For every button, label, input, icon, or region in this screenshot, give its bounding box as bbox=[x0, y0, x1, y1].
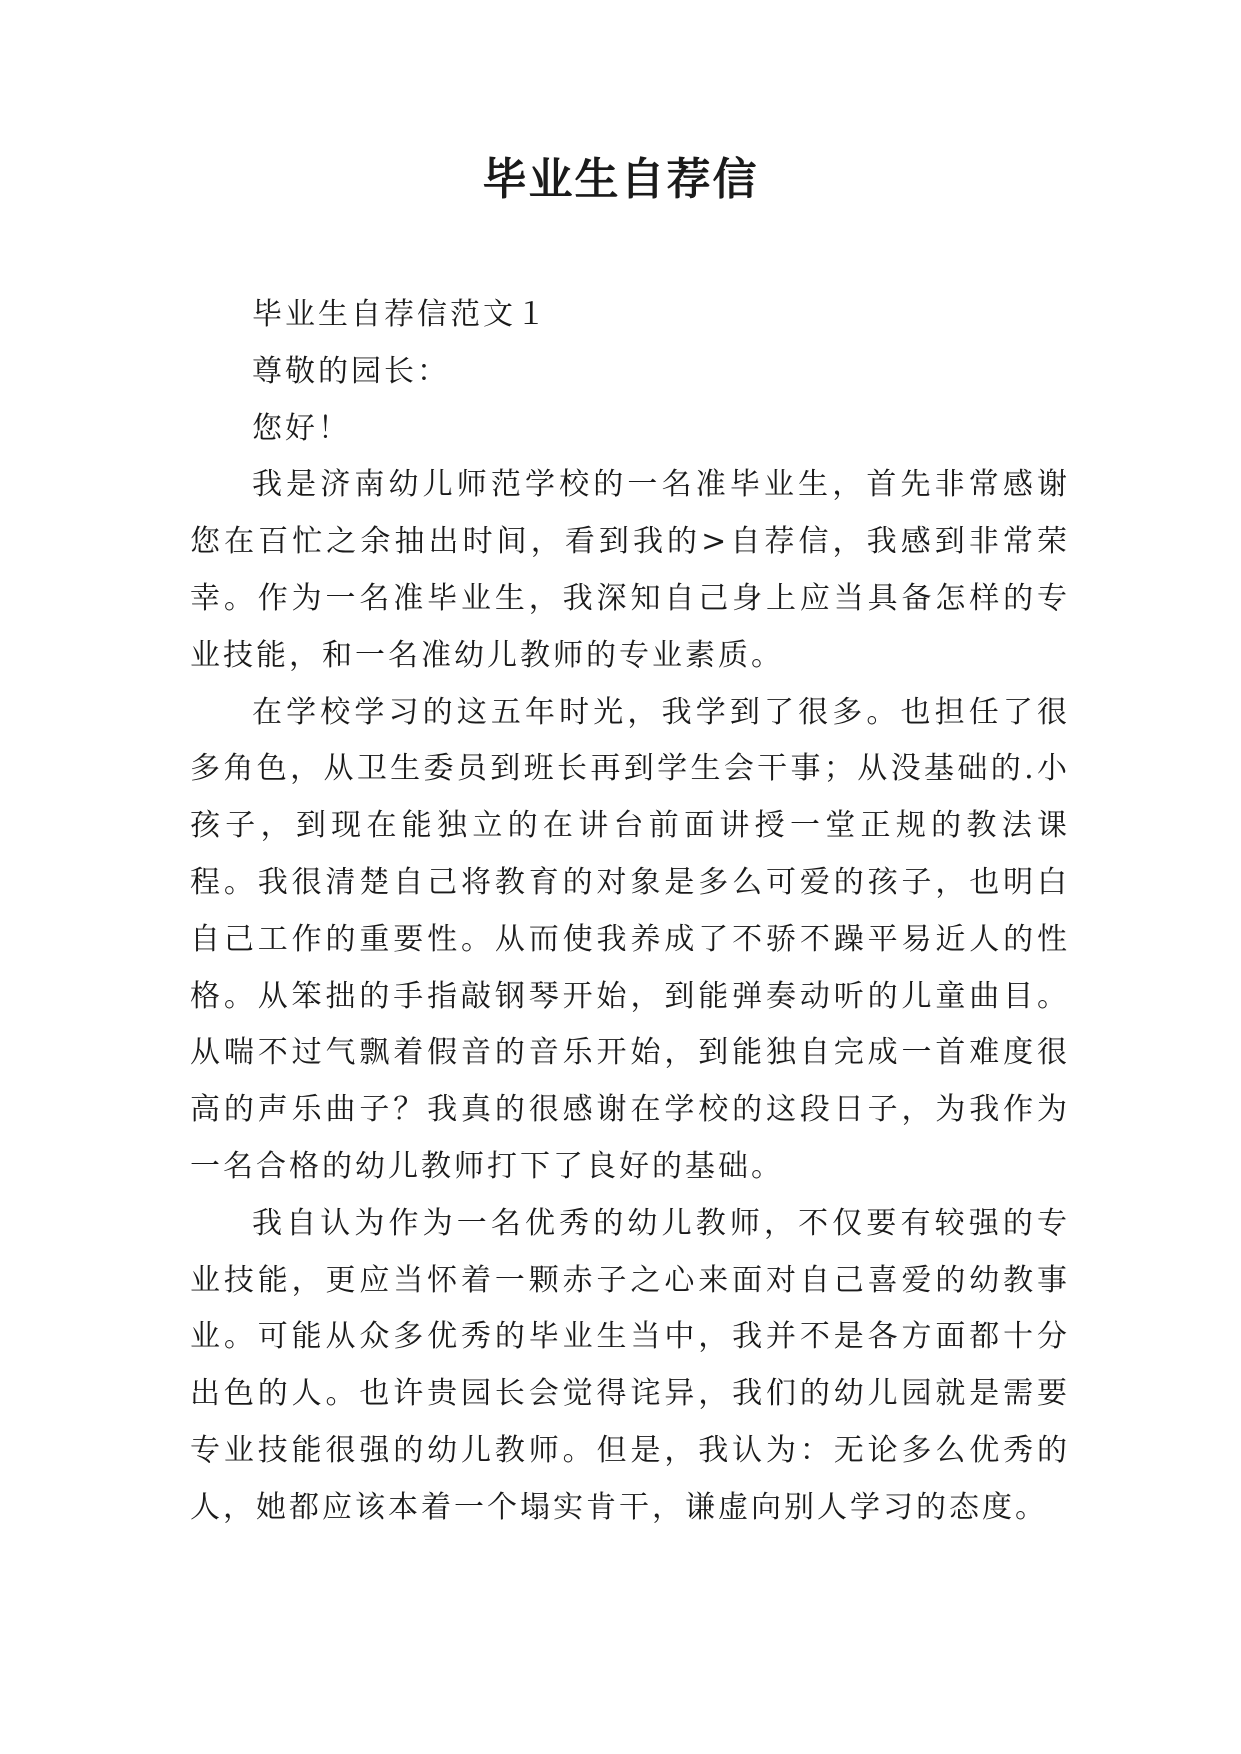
paragraph-heading: 毕业生自荐信范文１ bbox=[252, 297, 549, 332]
paragraph-self-assessment: 我自认为作为一名优秀的幼儿教师，不仅要有较强的专业技能，更应当怀着一颗赤子之心来面对自己喜爱的幼教事业。可能从众多优秀的毕业生当中，我并不是各方面都十分出色的人。也许贵园长会觉得诧异，我们的幼儿园就是需要专业技能很强的幼儿教师。但是，我认为：无论多么优秀的人，她都应该本着一个塌实肯干，谦虚向别人学习的态度。 bbox=[190, 1205, 1070, 1525]
paragraph-introduction: 我是济南幼儿师范学校的一名准毕业生，首先非常感谢您在百忙之余抽出时间，看到我的>自荐信，我感到非常荣幸。作为一名准毕业生，我深知自己身上应当具备怎样的专业技能，和一名准幼儿教师的专业素质。 bbox=[190, 467, 1070, 673]
document-title: 毕业生自荐信 bbox=[482, 154, 759, 205]
paragraph-school-experience: 在学校学习的这五年时光，我学到了很多。也担任了很多角色，从卫生委员到班长再到学生会干事；从没基础的.小孩子，到现在能独立的在讲台前面讲授一堂正规的教法课程。我很清楚自己将教育的对象是多么可爱的孩子，也明白自己工作的重要性。从而使我养成了不骄不躁平易近人的性格。从笨拙的手指敲钢琴开始，到能弹奏动听的儿童曲目。从喘不过气飘着假音的音乐开始，到能独自完成一首难度很高的声乐曲子？我真的很感谢在学校的这段日子，为我作为一名合格的幼儿教师打下了良好的基础。 bbox=[190, 694, 1070, 1184]
paragraph-salutation: 尊敬的园长： bbox=[252, 353, 450, 389]
paragraph-greeting: 您好！ bbox=[252, 410, 351, 446]
document-body bbox=[190, 287, 1070, 1537]
